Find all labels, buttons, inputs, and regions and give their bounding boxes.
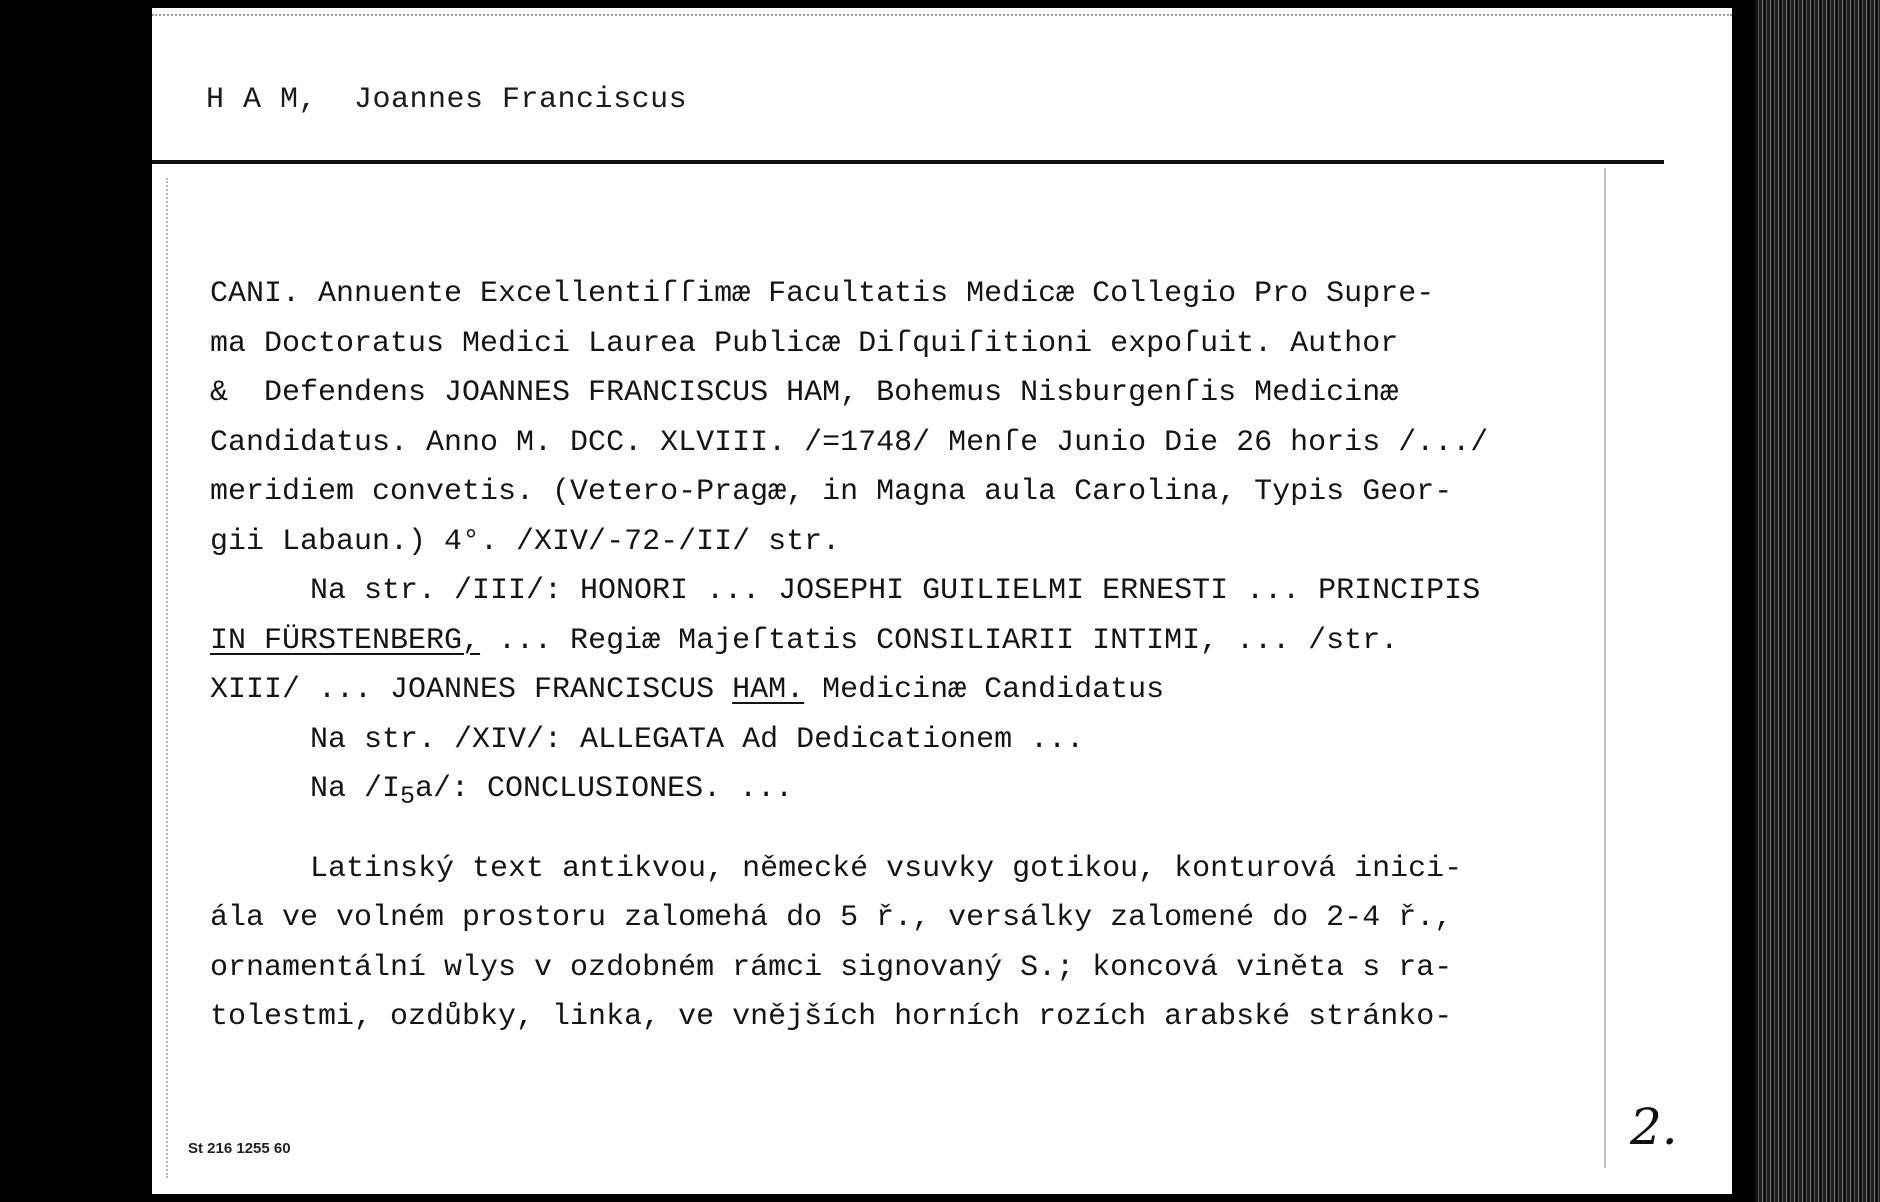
heading-rule xyxy=(152,160,1664,164)
underlined-name: HAM. xyxy=(732,673,805,707)
page-note-line: Na str. /XIV/: ALLEGATA Ad Dedicationem ... xyxy=(310,722,1085,757)
page-note-line xyxy=(210,666,1620,716)
underlined-name: IN FÜRSTENBERG, xyxy=(210,623,481,658)
note-text: a/: CONCLUSIONES. ... xyxy=(415,772,794,806)
paragraph-gap xyxy=(210,815,1620,845)
card-body xyxy=(210,270,1620,1043)
catalog-card xyxy=(152,8,1732,1194)
body-line: Candidatus. Anno M. DCC. XLVIII. /=1748/ Menſe Junio Die 26 horis /.../ xyxy=(210,425,1489,460)
note-text: Medicinæ Candidatus xyxy=(804,673,1165,707)
scan-edge-strip xyxy=(1755,0,1880,1202)
page-note-line: Na str. /III/: HONORI ... JOSEPHI GUILIELMI ERNESTI ... PRINCIPIS xyxy=(310,574,1481,608)
card-heading: H A M, Joannes Franciscus xyxy=(206,83,688,117)
left-margin-line xyxy=(166,178,168,1178)
description-line: ála ve volném prostoru zalomehá do 5 ř., versálky zalomené do 2-4 ř., xyxy=(210,901,1453,935)
subscript: 5 xyxy=(400,782,416,811)
page-note-line xyxy=(210,765,1620,815)
note-text: ... Regiæ Majeſtatis CONSILIARII INTIMI, ... /str. xyxy=(480,623,1399,658)
handwritten-page-number: 2. xyxy=(1630,1098,1678,1156)
body-line: & Defendens JOANNES FRANCISCUS HAM, Bohemus Nisburgenſis Medicinæ xyxy=(210,376,1399,410)
body-line: CANI. Annuente Excellentiſſimæ Facultatis Medicæ Collegio Pro Supre- xyxy=(210,277,1435,311)
body-line: gii Labaun.) 4°. /XIV/-72-/II/ str. xyxy=(210,524,841,559)
body-line: meridiem convetis. (Vetero-Pragæ, in Magna aula Carolina, Typis Geor- xyxy=(210,475,1453,509)
note-text: Na /I xyxy=(310,772,401,806)
note-text: XIII/ ... JOANNES FRANCISCUS xyxy=(210,673,733,707)
body-line: ma Doctoratus Medici Laurea Publicæ Diſquiſitioni expoſuit. Author xyxy=(210,326,1399,361)
top-dotted-rule xyxy=(152,14,1732,16)
page-note-line xyxy=(210,617,1620,667)
description-line: ornamentální wlys v ozdobném rámci signovaný S.; koncová viněta s ra- xyxy=(210,950,1453,985)
description-line: Latinský text antikvou, německé vsuvky gotikou, konturová inici- xyxy=(310,851,1463,886)
card-print-code: St 216 1255 60 xyxy=(188,1140,291,1157)
description-line: tolestmi, ozdůbky, linka, ve vnějších horních rozích arabské stránko- xyxy=(210,1000,1453,1034)
